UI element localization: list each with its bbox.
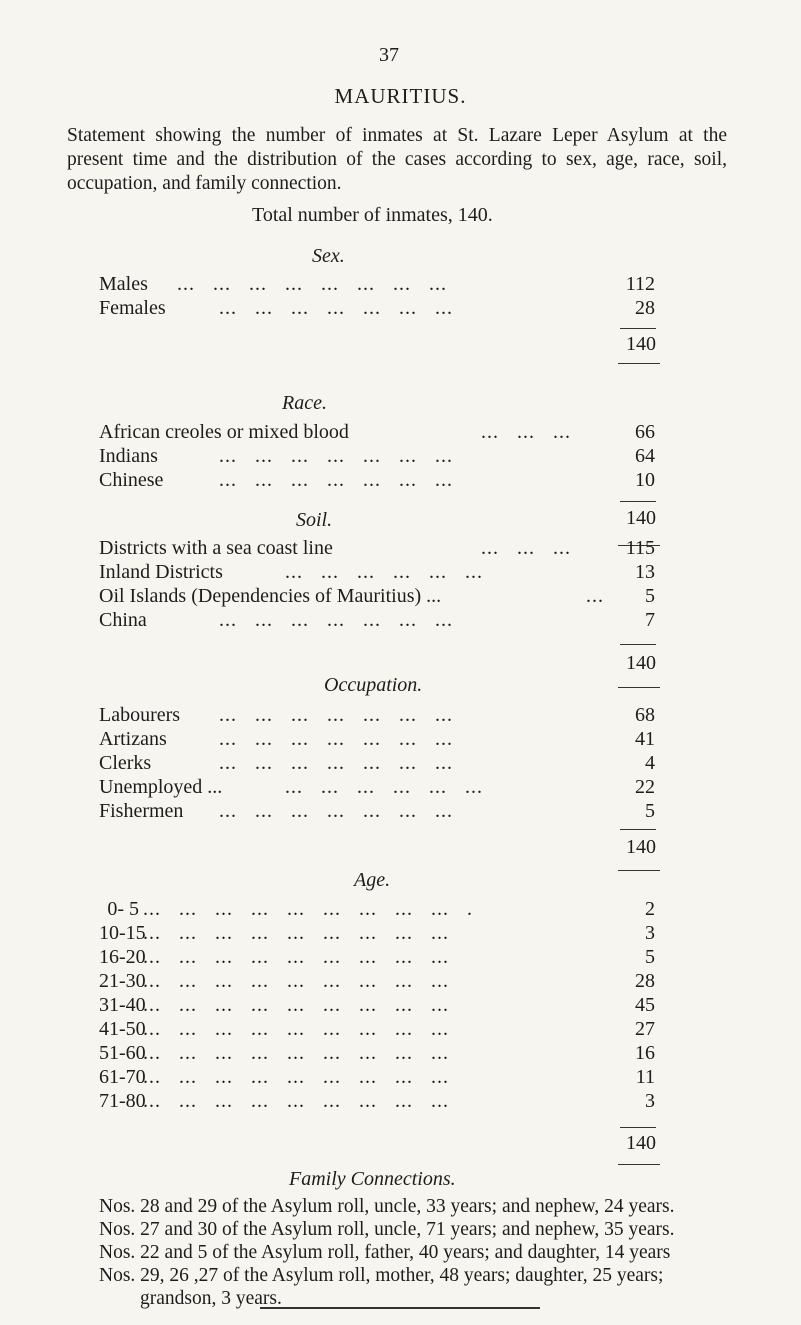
occupation-total: 140 bbox=[626, 836, 656, 858]
row-label: Chinese bbox=[99, 469, 164, 491]
row-label: Districts with a sea coast line bbox=[99, 537, 333, 559]
sum-rule bbox=[620, 1127, 656, 1128]
table-row bbox=[99, 445, 655, 469]
row-label: 41-50 bbox=[99, 1018, 146, 1040]
age-total: 140 bbox=[626, 1132, 656, 1154]
row-value: 3 bbox=[645, 922, 655, 944]
sum-underline bbox=[618, 870, 660, 871]
soil-total: 140 bbox=[626, 652, 656, 674]
sum-rule bbox=[620, 644, 656, 645]
table-row bbox=[99, 1042, 655, 1066]
row-value: 5 bbox=[645, 585, 655, 607]
leader-dots: ... ... ... ... ... ... ... ... ... bbox=[143, 1042, 449, 1064]
sex-heading: Sex. bbox=[312, 245, 345, 267]
leader-dots: ... ... ... ... ... ... bbox=[285, 776, 483, 798]
family-connections bbox=[99, 1195, 779, 1310]
row-label: Unemployed ... bbox=[99, 776, 223, 798]
row-label: 71-80 bbox=[99, 1090, 146, 1112]
row-value: 115 bbox=[625, 537, 655, 559]
table-row bbox=[99, 922, 655, 946]
row-value: 28 bbox=[635, 970, 655, 992]
sum-underline bbox=[618, 1164, 660, 1165]
row-value: 41 bbox=[635, 728, 655, 750]
family-line: Nos. 22 and 5 of the Asylum roll, father, 40 years; and daughter, 14 years bbox=[99, 1242, 671, 1263]
leader-dots: ... ... ... ... ... ... ... ... bbox=[177, 273, 447, 295]
page-title: MAURITIUS. bbox=[334, 84, 467, 108]
table-row bbox=[99, 1090, 655, 1114]
table-row bbox=[99, 421, 655, 445]
row-value: 10 bbox=[635, 469, 655, 491]
table-row bbox=[99, 898, 655, 922]
table-row bbox=[99, 752, 655, 776]
sum-underline bbox=[618, 687, 660, 688]
row-label: Males bbox=[99, 273, 148, 295]
row-label: Indians bbox=[99, 445, 158, 467]
row-value: 22 bbox=[635, 776, 655, 798]
row-label: 0- 5 bbox=[107, 898, 139, 920]
leader-dots: ... ... ... ... ... ... ... ... ... bbox=[143, 946, 449, 968]
leader-dots: ... ... ... ... ... ... ... ... ... bbox=[143, 970, 449, 992]
row-label: Clerks bbox=[99, 752, 152, 774]
row-value: 64 bbox=[635, 445, 655, 467]
row-label: 10-15 bbox=[99, 922, 146, 944]
row-value: 45 bbox=[635, 994, 655, 1016]
table-row bbox=[99, 1066, 655, 1090]
leader-dots: ... ... ... ... ... ... ... bbox=[219, 445, 453, 467]
row-label: 31-40 bbox=[99, 994, 146, 1016]
family-heading: Family Connections. bbox=[289, 1168, 456, 1190]
row-label: 16-20 bbox=[99, 946, 146, 968]
sum-underline bbox=[618, 363, 660, 364]
intro-line-2: present time and the distribution of the cases according to sex, age, race, soil, bbox=[67, 149, 727, 170]
leader-dots: ... ... ... ... ... ... ... ... ... bbox=[143, 1090, 449, 1112]
leader-dots: ... ... ... ... ... ... ... bbox=[219, 728, 453, 750]
family-line: grandson, 3 years. bbox=[140, 1288, 282, 1309]
leader-dots: ... ... ... ... ... ... ... ... ... bbox=[143, 994, 449, 1016]
row-value: 68 bbox=[635, 704, 655, 726]
sum-rule bbox=[620, 829, 656, 830]
leader-dots: ... ... ... ... ... ... ... ... ... bbox=[143, 1066, 449, 1088]
row-label: Oil Islands (Dependencies of Mauritius) ... bbox=[99, 585, 442, 607]
row-value: 28 bbox=[635, 297, 655, 319]
row-value: 2 bbox=[645, 898, 655, 920]
bottom-rule bbox=[260, 1307, 540, 1309]
table-row bbox=[99, 585, 655, 609]
table-row bbox=[99, 776, 655, 800]
table-row bbox=[99, 728, 655, 752]
row-label: Labourers bbox=[99, 704, 181, 726]
age-heading: Age. bbox=[354, 869, 391, 891]
family-line: Nos. 29, 26 ,27 of the Asylum roll, mother, 48 years; daughter, 25 years; bbox=[99, 1265, 664, 1286]
leader-dots: ... ... ... ... ... ... ... ... ... . bbox=[143, 898, 473, 920]
leader-dots: ... ... ... bbox=[481, 421, 571, 443]
leader-dots: ... ... ... ... ... ... ... bbox=[219, 609, 453, 631]
row-value: 7 bbox=[645, 609, 655, 631]
page-number: 37 bbox=[379, 44, 399, 66]
intro-paragraph bbox=[67, 124, 727, 196]
row-label: 51-60 bbox=[99, 1042, 146, 1064]
row-label: Inland Districts bbox=[99, 561, 223, 583]
table-row bbox=[99, 297, 655, 321]
table-row bbox=[99, 704, 655, 728]
table-row bbox=[99, 800, 655, 824]
sum-rule bbox=[620, 328, 656, 329]
leader-dots: ... ... ... ... ... ... ... bbox=[219, 469, 453, 491]
row-value: 11 bbox=[635, 1066, 655, 1088]
intro-line-3: occupation, and family connection. bbox=[67, 173, 342, 194]
row-label: African creoles or mixed blood bbox=[99, 421, 349, 443]
table-row bbox=[99, 537, 655, 561]
row-label: China bbox=[99, 609, 147, 631]
row-value: 16 bbox=[635, 1042, 655, 1064]
family-line: Nos. 27 and 30 of the Asylum roll, uncle, 71 years; and nephew, 35 years. bbox=[99, 1219, 675, 1240]
leader-dots: ... ... ... ... ... ... bbox=[285, 561, 483, 583]
table-row bbox=[99, 273, 655, 297]
family-line: Nos. 28 and 29 of the Asylum roll, uncle, 33 years; and nephew, 24 years. bbox=[99, 1196, 675, 1217]
table-row bbox=[99, 994, 655, 1018]
leader-dots: ... ... ... ... ... ... ... ... ... bbox=[143, 1018, 449, 1040]
row-label: 21-30 bbox=[99, 970, 146, 992]
row-value: 4 bbox=[645, 752, 655, 774]
leader-dots: ... ... ... ... ... ... ... bbox=[219, 297, 453, 319]
leader-dots: ... ... ... bbox=[481, 537, 571, 559]
row-value: 5 bbox=[645, 946, 655, 968]
race-heading: Race. bbox=[282, 392, 327, 414]
table-row bbox=[99, 1018, 655, 1042]
sex-total: 140 bbox=[626, 333, 656, 355]
intro-line-1: Statement showing the number of inmates at St. Lazare Leper Asylum at the bbox=[67, 125, 727, 146]
table-row bbox=[99, 970, 655, 994]
row-label: Fishermen bbox=[99, 800, 184, 822]
total-inmates: Total number of inmates, 140. bbox=[252, 204, 493, 226]
row-value: 3 bbox=[645, 1090, 655, 1112]
row-label: 61-70 bbox=[99, 1066, 146, 1088]
row-label: Females bbox=[99, 297, 166, 319]
table-row bbox=[99, 469, 655, 493]
leader-dots: ... ... ... ... ... ... ... bbox=[219, 800, 453, 822]
table-row bbox=[99, 561, 655, 585]
row-label: Artizans bbox=[99, 728, 167, 750]
row-value: 27 bbox=[635, 1018, 655, 1040]
soil-heading: Soil. bbox=[296, 509, 333, 531]
leader-dots: ... ... ... ... ... ... ... bbox=[219, 752, 453, 774]
leader-dots: ... bbox=[586, 585, 604, 607]
table-row bbox=[99, 609, 655, 633]
race-total: 140 bbox=[626, 507, 656, 529]
row-value: 5 bbox=[645, 800, 655, 822]
row-value: 13 bbox=[635, 561, 655, 583]
table-row bbox=[99, 946, 655, 970]
row-value: 112 bbox=[625, 273, 655, 295]
occupation-heading: Occupation. bbox=[324, 674, 423, 696]
sum-rule bbox=[620, 501, 656, 502]
row-value: 66 bbox=[635, 421, 655, 443]
leader-dots: ... ... ... ... ... ... ... bbox=[219, 704, 453, 726]
leader-dots: ... ... ... ... ... ... ... ... ... bbox=[143, 922, 449, 944]
